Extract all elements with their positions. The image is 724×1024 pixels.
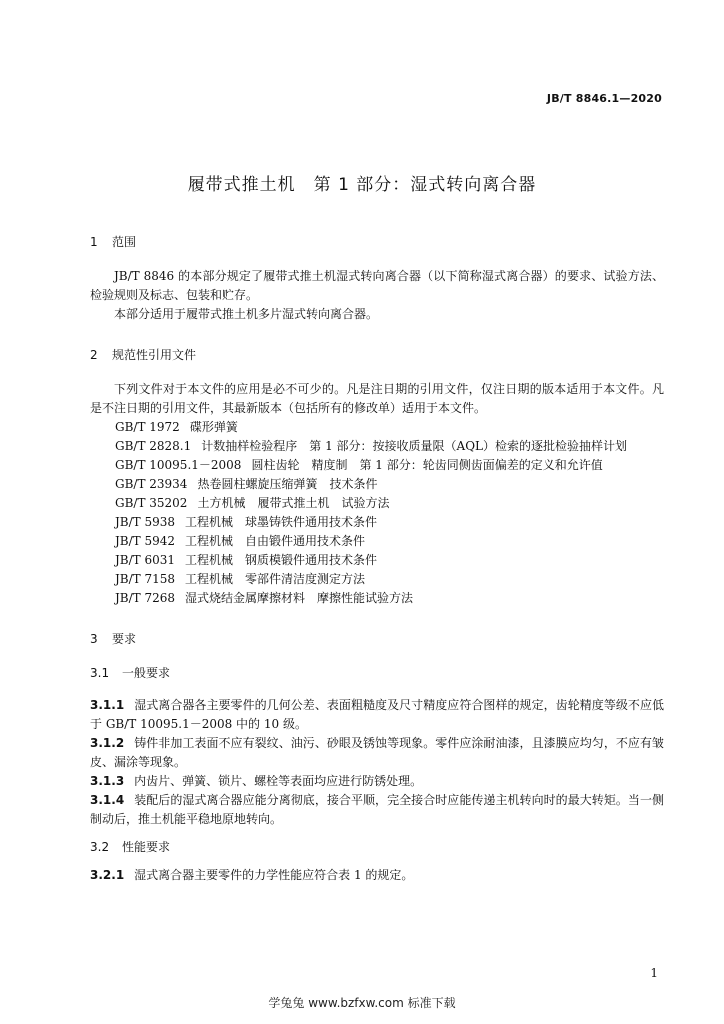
- section-title: 范围: [112, 235, 137, 249]
- reference-item: [115, 494, 389, 511]
- section-number: 1: [90, 235, 98, 249]
- clause-number: 3.1.3: [90, 774, 125, 788]
- subsection-number: 3.2: [90, 840, 110, 854]
- clause-text: 湿式离合器主要零件的力学性能应符合表 1 的规定。: [134, 868, 414, 882]
- reference-code: JB/T 7268: [115, 591, 176, 605]
- clause-number: 3.1.2: [90, 736, 125, 750]
- reference-item: [115, 437, 627, 454]
- section-title: 要求: [112, 632, 137, 646]
- clause-text: 内齿片、弹簧、锁片、螺栓等表面均应进行防锈处理。: [134, 774, 423, 788]
- reference-code: JB/T 7158: [115, 572, 176, 586]
- reference-title: 工程机械 自由锻件通用技术条件: [185, 534, 366, 548]
- section-3-heading: [90, 630, 136, 647]
- reference-code: JB/T 5942: [115, 534, 176, 548]
- section-number: 2: [90, 348, 98, 362]
- document-title: 履带式推土机 第 1 部分：湿式转向离合器: [187, 175, 537, 195]
- reference-code: GB/T 10095.1－2008: [115, 458, 242, 472]
- subsection-title: 性能要求: [122, 840, 171, 854]
- scope-paragraph-2: 本部分适用于履带式推土机多片湿式转向离合器。: [114, 307, 379, 321]
- reference-code: GB/T 23934: [115, 477, 188, 491]
- reference-code: JB/T 5938: [115, 515, 176, 529]
- section-number: 3: [90, 632, 98, 646]
- reference-title: 工程机械 球墨铸铁件通用技术条件: [185, 515, 378, 529]
- reference-item: [115, 532, 365, 549]
- section-title: 规范性引用文件: [112, 348, 197, 362]
- reference-title: 热卷圆柱螺旋压缩弹簧 技术条件: [197, 477, 378, 491]
- reference-item: [115, 551, 377, 568]
- section-1-heading: [90, 233, 136, 250]
- subsection-title: 一般要求: [122, 666, 171, 680]
- reference-item: [115, 513, 377, 530]
- reference-code: GB/T 35202: [115, 496, 188, 510]
- reference-code: GB/T 1972: [115, 420, 180, 434]
- clause-3-1-2: [90, 734, 664, 772]
- reference-item: [115, 589, 413, 606]
- clause-text: 湿式离合器各主要零件的几何公差、表面粗糙度及尺寸精度应符合图样的规定，齿轮精度等级不应低于 GB/T 10095.1－2008 中的 10 级。: [90, 698, 664, 731]
- clause-text: 铸件非加工表面不应有裂纹、油污、砂眼及锈蚀等现象。零件应涂耐油漆，且漆膜应均匀，不应有皱皮、漏涂等现象。: [90, 736, 664, 769]
- footer-watermark: 学兔兔 www.bzfxw.com 标准下载: [268, 996, 456, 1010]
- subsection-3-1-heading: [90, 664, 170, 681]
- reference-title: 工程机械 钢质模锻件通用技术条件: [185, 553, 378, 567]
- clause-number: 3.2.1: [90, 868, 125, 882]
- clause-number: 3.1.1: [90, 698, 125, 712]
- reference-title: 土方机械 履带式推土机 试验方法: [197, 496, 390, 510]
- reference-title: 碟形弹簧: [189, 420, 238, 434]
- section-2-heading: [90, 346, 196, 363]
- standard-code: JB/T 8846.1—2020: [546, 92, 662, 105]
- scope-paragraph-1: JB/T 8846 的本部分规定了履带式推土机湿式转向离合器（以下简称湿式离合器）的要求、试验方法、检验规则及标志、包装和贮存。: [90, 269, 664, 302]
- references-intro: 下列文件对于本文件的应用是必不可少的。凡是注日期的引用文件，仅注日期的版本适用于本文件。凡是不注日期的引用文件，其最新版本（包括所有的修改单）适用于本文件。: [90, 382, 664, 415]
- reference-code: JB/T 6031: [115, 553, 176, 567]
- reference-title: 湿式烧结金属摩擦材料 摩擦性能试验方法: [185, 591, 414, 605]
- page-number: 1: [650, 966, 658, 980]
- reference-item: [115, 456, 603, 473]
- subsection-number: 3.1: [90, 666, 110, 680]
- subsection-3-2-heading: [90, 838, 170, 855]
- reference-title: 工程机械 零部件清洁度测定方法: [185, 572, 366, 586]
- clause-text: 装配后的湿式离合器应能分离彻底，接合平顺，完全接合时应能传递主机转向时的最大转矩。当一侧制动后，推土机能平稳地原地转向。: [90, 793, 664, 826]
- reference-item: [115, 418, 238, 435]
- clause-3-1-1: [90, 696, 664, 734]
- reference-code: GB/T 2828.1: [115, 439, 192, 453]
- clause-3-1-3: [90, 772, 664, 791]
- clause-3-1-4: [90, 791, 664, 829]
- reference-title: 计数抽样检验程序 第 1 部分：按接收质量限（AQL）检索的逐批检验抽样计划: [201, 439, 628, 453]
- reference-item: [115, 475, 377, 492]
- reference-title: 圆柱齿轮 精度制 第 1 部分：轮齿同侧齿面偏差的定义和允许值: [251, 458, 603, 472]
- reference-item: [115, 570, 365, 587]
- clause-number: 3.1.4: [90, 793, 125, 807]
- clause-3-2-1: [90, 866, 664, 885]
